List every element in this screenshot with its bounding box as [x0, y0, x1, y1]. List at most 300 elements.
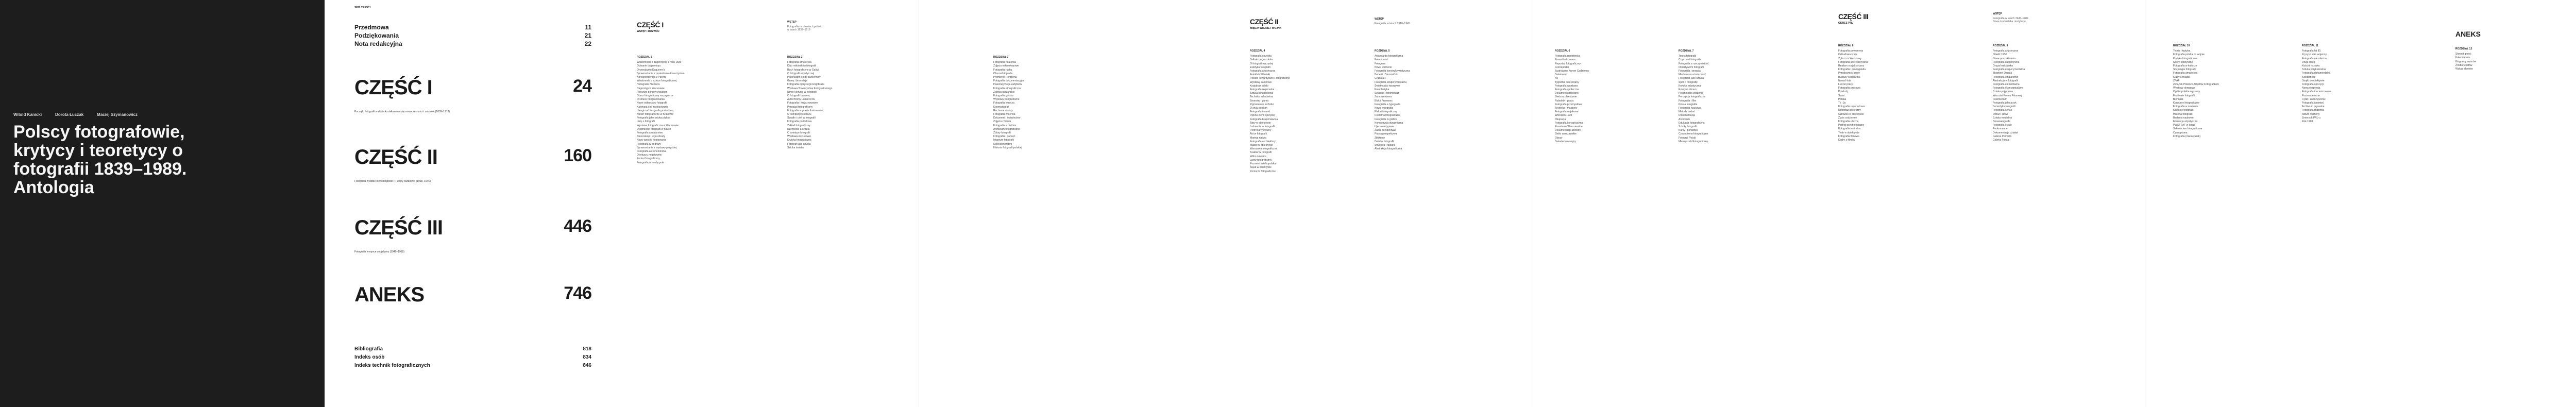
- toc-line-item[interactable]: Związek Polskich Artystów Fotografików: [2173, 83, 2219, 87]
- toc-line-item[interactable]: As: [1555, 77, 1558, 80]
- toc-line-item[interactable]: Wrzesień 1939: [1555, 114, 1572, 117]
- toc-line-item[interactable]: Nowe widzenie: [1375, 65, 1392, 69]
- toc-line-item[interactable]: Technika i maszyny: [1555, 107, 1578, 110]
- toc-line-item[interactable]: Obraz i słowo: [1993, 112, 2009, 116]
- toc-line-item[interactable]: Fotografia ojczysta: [1250, 55, 1272, 58]
- toc-line-item[interactable]: Neoawangarda: [1993, 120, 2010, 124]
- toc-line-item[interactable]: O retuszu negatywów: [637, 154, 662, 157]
- toc-line-item[interactable]: Sprawozdanie z wystawy paryskiej: [637, 146, 676, 149]
- toc-line-item[interactable]: Fotografia regionalna: [1250, 88, 1275, 92]
- toc-line-item[interactable]: Źródła tekstów: [2455, 63, 2472, 67]
- toc-entry-label: Przedmowa: [354, 24, 389, 31]
- toc-line-item[interactable]: Wystawa fotograficzna w Warszawie: [637, 124, 679, 127]
- toc-line-item[interactable]: Spory estetyczne: [2173, 60, 2193, 64]
- toc-line-item[interactable]: Portret psychologiczny: [1838, 124, 1865, 127]
- toc-line-item[interactable]: Percepcja fotograficzna: [1679, 95, 1706, 99]
- toc-line-item[interactable]: Festiwale fotografii: [2173, 94, 2195, 97]
- toc-line-item[interactable]: Piktorializm i jego zwolennicy: [787, 76, 821, 79]
- toc-line-item[interactable]: Reklama fotograficzna: [1375, 114, 1400, 117]
- toc-line-item[interactable]: O wynalazku Daguerre'a: [637, 68, 665, 72]
- part-subtitle: OKRES PRL: [1838, 22, 1854, 25]
- toc-line-item[interactable]: Żarnowerówna: [1375, 95, 1392, 99]
- toc-line-item[interactable]: Zakład fotograficzny: [787, 124, 810, 127]
- toc-line-item[interactable]: Fotografia artystyczna: [1250, 70, 1276, 73]
- toc-line-item[interactable]: Getto warszawskie: [1555, 132, 1577, 136]
- toc-entry-page: 22: [584, 40, 591, 47]
- toc-entry-page: 834: [583, 354, 591, 360]
- toc-part-entry[interactable]: [354, 216, 591, 240]
- toc-line-item[interactable]: Budowy socjalizmu: [1838, 75, 1860, 79]
- toc-line-item[interactable]: Fotogram: [1375, 62, 1386, 65]
- toc-line-item[interactable]: Światło i cień w fotografii: [787, 116, 816, 120]
- toc-line-item[interactable]: Czym jest fotografia: [1679, 58, 1702, 62]
- toc-line-item[interactable]: Klub miłośników fotografii: [787, 64, 817, 68]
- toc-line-item[interactable]: Krajobraz polski: [1250, 84, 1268, 88]
- toc-line-item[interactable]: Fotografia lotnicza: [993, 101, 1014, 105]
- toc-line-item[interactable]: Przekrój: [1838, 90, 1848, 94]
- toc-line-item[interactable]: Zdjęcia mikroskopowe: [993, 64, 1019, 68]
- toc-line-item[interactable]: Fotografia reporterska: [1555, 55, 1581, 58]
- toc-line-item[interactable]: Fotografia filmowa: [1838, 134, 1859, 138]
- toc-line-item[interactable]: Zbigniew Dłubak: [1993, 72, 2012, 75]
- toc-line-item[interactable]: Akt w fotografii: [1250, 132, 1267, 136]
- toc-line-item[interactable]: Odwilż 1956: [1993, 53, 2007, 57]
- toc-line-item[interactable]: Kościół i sztuka: [2302, 64, 2320, 68]
- toc-line-item[interactable]: Kryzys i stan wojenny: [2302, 53, 2327, 57]
- toc-line-item[interactable]: Fotografia wojenna: [993, 113, 1015, 116]
- toc-line-item[interactable]: Archiwum fotograficzne: [993, 127, 1020, 131]
- toc-line-item[interactable]: Zdjęcia tatrzańskie: [993, 90, 1015, 94]
- toc-line-item[interactable]: Sztuka światłocienia: [1250, 92, 1274, 95]
- toc-line-item[interactable]: Reportaż fotograficzny: [1555, 62, 1581, 65]
- toc-line-item[interactable]: Krytyka artystyczna: [1679, 84, 1701, 88]
- toc-line-item[interactable]: Badania naukowe: [2173, 116, 2194, 120]
- toc-line-item[interactable]: Fotografia polska po wojnie: [2173, 53, 2205, 57]
- toc-line-item[interactable]: Warsztat Formy Filmowej: [1993, 94, 2022, 97]
- toc-line-item[interactable]: Fotograf jako artysta: [787, 142, 811, 146]
- toc-line-item[interactable]: Poznań i Wielkopolska: [1250, 162, 1276, 166]
- toc-line-item[interactable]: Fotografia niezależna: [2302, 57, 2327, 60]
- toc-line-item[interactable]: Wystawa we Lwowie: [787, 135, 811, 139]
- toc-line-item[interactable]: Fotografia ruchu: [993, 68, 1012, 72]
- toc-line-item[interactable]: Kolekcjonerstwo: [993, 142, 1012, 146]
- toc-line-item[interactable]: Fotoplastyka: [1375, 88, 1389, 92]
- toc-line-item[interactable]: Autochromy Lumière'ów: [787, 98, 815, 101]
- toc-line-item[interactable]: Prasa ilustrowana: [1555, 58, 1575, 62]
- toc-entry[interactable]: [354, 363, 591, 368]
- toc-line-item[interactable]: Album rodzinny: [2302, 112, 2320, 116]
- toc-line-item[interactable]: Postmodernizm: [2302, 94, 2320, 97]
- toc-line-item[interactable]: Portret fotograficzny: [637, 157, 660, 161]
- toc-line-item[interactable]: Portret artystyczny: [1250, 129, 1272, 132]
- toc-line-item[interactable]: Solidarność: [2302, 75, 2316, 79]
- toc-line-item[interactable]: Światowid: [1555, 73, 1567, 77]
- toc-line-item[interactable]: Odbudowa kraju: [1838, 53, 1857, 57]
- chapter-column: [1555, 49, 1658, 144]
- toc-line-item[interactable]: Krytyka fotograficzna: [787, 139, 811, 142]
- toc-line-item[interactable]: Przegląd fotograficzny: [787, 105, 813, 109]
- toc-line-item[interactable]: Kluby i związki: [2173, 75, 2190, 79]
- toc-line-item[interactable]: Bułhak i jego szkoła: [1250, 58, 1273, 62]
- toc-line-item[interactable]: Fotografia i pamięć: [993, 135, 1015, 139]
- toc-line-item[interactable]: Fotografia (miesięcznik): [2173, 134, 2201, 138]
- toc-line-item[interactable]: Grupa a.r.: [1375, 77, 1386, 80]
- toc-line-item[interactable]: Fotografia społeczna: [1555, 88, 1579, 92]
- toc-line-item[interactable]: Fotografia sportowa: [1555, 84, 1578, 88]
- toc-line-item[interactable]: Kursy i poradniki: [1679, 129, 1698, 132]
- toc-line-item[interactable]: Ty i Ja: [1838, 101, 1846, 105]
- toc-line-item[interactable]: Fotomontaż: [1375, 58, 1388, 62]
- toc-line-item[interactable]: Kraków w fotografii: [1250, 151, 1272, 155]
- toc-part-entry[interactable]: [354, 146, 591, 169]
- toc-line-item[interactable]: Teoria fotografii: [1679, 55, 1697, 58]
- toc-line-item[interactable]: Ruch fotograficzny w Galicji: [787, 68, 819, 72]
- toc-line-item[interactable]: O fotografii barwnej: [787, 94, 810, 98]
- toc-line-item[interactable]: Fotografia lat 80.: [2302, 49, 2321, 53]
- toc-line-item[interactable]: Grupa krakowska: [1993, 64, 2013, 68]
- toc-line-item[interactable]: Fotografia artystyczna: [1993, 49, 2019, 53]
- toc-line-item[interactable]: Kalotypia i jej zastosowanie: [637, 105, 669, 109]
- toc-line-item[interactable]: Fotografia i prawda: [1679, 70, 1701, 73]
- intro-line: Fotografia na ziemiach polskich: [787, 25, 824, 28]
- toc-line-item[interactable]: O estetyce fotografii: [787, 131, 810, 135]
- toc-line-item[interactable]: Sztuka pojęciowa: [1993, 90, 2013, 94]
- toc-line-item[interactable]: Fotografia i propaganda: [1838, 68, 1866, 72]
- toc-part-entry[interactable]: [354, 76, 591, 99]
- toc-line-item[interactable]: Strajki w obiektywie: [2302, 79, 2325, 82]
- toc-line-item[interactable]: Fotografia krajoznawcza: [1250, 117, 1278, 121]
- toc-line-item[interactable]: Fotografia eksperymentalna: [1993, 68, 2025, 72]
- toc-line-item[interactable]: Wystawa Towarzystwa Fotograficznego: [787, 87, 833, 90]
- toc-line-item[interactable]: Dokumentacja: [1679, 114, 1695, 117]
- toc-line-item[interactable]: Fotografia etnograficzna: [993, 87, 1021, 90]
- toc-line-item[interactable]: Kino a fotografia: [1679, 103, 1698, 106]
- toc-line-item[interactable]: Promienie Röntgena: [993, 76, 1017, 79]
- toc-line-item[interactable]: O fotografii artystycznej: [787, 72, 815, 75]
- toc-line-item[interactable]: Fotografia i pamięć: [2302, 101, 2324, 105]
- toc-line-item[interactable]: Dokument i świadectwo: [993, 116, 1021, 120]
- toc-line-item[interactable]: Kompozycja dynamiczna: [1375, 121, 1403, 125]
- toc-line-item[interactable]: Drugi obieg: [2302, 60, 2315, 64]
- toc-line-item[interactable]: Edukacja artystyczna: [2173, 120, 2198, 124]
- toc-line-item[interactable]: Muzeum fotografii: [993, 139, 1014, 142]
- toc-line-item[interactable]: Wystawy salonowe: [1250, 80, 1272, 84]
- toc-line-item[interactable]: Kinematograf: [993, 105, 1009, 109]
- toc-line-item[interactable]: Konkursy fotograficzne: [2173, 101, 2199, 105]
- toc-line-item[interactable]: Tygodnik Ilustrowany: [1555, 80, 1579, 84]
- toc-line-item[interactable]: Abstrakcja fotograficzna: [1375, 147, 1402, 151]
- toc-line-item[interactable]: Miasto w obiektywie: [1250, 144, 1273, 147]
- toc-line-item[interactable]: Fotografia astronomiczna: [637, 150, 666, 154]
- toc-line-item[interactable]: Fotografia rodzinna: [2302, 109, 2325, 112]
- toc-line-item[interactable]: Ludzie pracy: [1838, 83, 1853, 87]
- toc-line-item[interactable]: Rzemiosło a sztuka: [787, 127, 810, 131]
- toc-line-item[interactable]: Fotografia eksperymentalna: [1375, 80, 1406, 84]
- toc-line-item[interactable]: Korespondencja z Paryża: [637, 76, 666, 79]
- spread-appendix: [2436, 0, 2576, 407]
- toc-line-item[interactable]: O fotografii ojczystej: [1250, 62, 1274, 65]
- toc-line-item[interactable]: Kadry z filmów: [1838, 139, 1855, 142]
- spread-part-3: [1838, 0, 2451, 407]
- toc-line-item[interactable]: Archiwum: [1679, 117, 1690, 121]
- toc-line-item[interactable]: Inwentaryzacja zabytków: [993, 83, 1022, 87]
- toc-line-item[interactable]: O potrzebie fotografii w nauce: [637, 127, 671, 131]
- toc-line-item[interactable]: Zmierzch PRL-u: [2302, 116, 2321, 120]
- toc-line-item[interactable]: Fotoklub Wileński: [1250, 73, 1270, 77]
- toc-line-item[interactable]: Semiotyka fotografii: [1993, 105, 2015, 109]
- toc-line-item[interactable]: Fotografia i malarstwo: [1993, 75, 2019, 79]
- toc-line-item[interactable]: Heliografia Niépce'a: [637, 83, 660, 87]
- toc-line-item[interactable]: Tatry w obiektywie: [1250, 121, 1271, 125]
- toc-line-item[interactable]: Fotografia elementarna: [1993, 83, 2020, 87]
- toc-entry[interactable]: [354, 40, 591, 47]
- toc-line-item[interactable]: Obraz fotograficzny na papierze: [637, 94, 673, 98]
- toc-line-item[interactable]: Fotografia konstruktywistyczna: [1375, 70, 1410, 73]
- toc-line-item[interactable]: Zgliszcza Warszawy: [1838, 57, 1862, 60]
- toc-line-item[interactable]: Szczuka i fotomontaż: [1375, 92, 1399, 95]
- toc-line-item[interactable]: Sztuka medialna: [1993, 116, 2012, 120]
- toc-line-item[interactable]: Estetyka obrazu: [1679, 88, 1697, 92]
- toc-line-item[interactable]: Chronofotografia: [993, 72, 1013, 75]
- toc-line-item[interactable]: Rok 1989: [2302, 120, 2313, 124]
- toc-line-item[interactable]: Wykaz skrótów: [2455, 67, 2473, 71]
- toc-entry[interactable]: [354, 354, 591, 360]
- toc-line-item[interactable]: O stylu polskim: [1250, 107, 1267, 110]
- toc-line-item[interactable]: Polskie Towarzystwo Fotograficzne: [1250, 77, 1290, 80]
- toc-line-item[interactable]: Opisanie dagerotypu: [637, 64, 661, 68]
- toc-line-item[interactable]: Śląsk w obiektywie: [1250, 166, 1272, 169]
- toc-line-item[interactable]: Szkoły fotografii: [1679, 125, 1697, 129]
- toc-line-item[interactable]: Dokument społeczny: [1555, 92, 1579, 95]
- toc-line-item[interactable]: Fotografia i znak: [1993, 109, 2012, 112]
- toc-line-item[interactable]: Fotografia w muzeum: [2173, 105, 2198, 109]
- toc-line-item[interactable]: Psychologia widzenia: [1679, 92, 1703, 95]
- toc-line-item[interactable]: Ilustrowany Kuryer Codzienny: [1555, 70, 1589, 73]
- toc-line-item[interactable]: Dagerotyp w Warszawie: [637, 87, 665, 90]
- toc-line-item[interactable]: Sztuka światła: [787, 146, 804, 149]
- toc-line-item[interactable]: Fotografia amatorska: [2173, 72, 2198, 75]
- toc-line-item[interactable]: Fotografia dokumentacyjna: [993, 79, 1025, 83]
- toc-line-item[interactable]: Fotografia subiektywna: [1993, 60, 2020, 64]
- toc-line-item[interactable]: Kalendarium: [2455, 56, 2470, 60]
- toc-line-item[interactable]: Czasopisma fotograficzne: [1679, 132, 1708, 136]
- toc-line-item[interactable]: Fotografia jako sztuka: [1679, 77, 1704, 80]
- toc-line-item[interactable]: Galeria Permafo: [1993, 134, 2012, 138]
- toc-line-item[interactable]: Nowa Huta: [1838, 79, 1851, 82]
- toc-line-item[interactable]: Fotografia socrealistyczna: [1838, 60, 1869, 64]
- toc-line-item[interactable]: Wystawy okręgowe: [2173, 87, 2196, 90]
- toc-line-item[interactable]: Fotografia dokumentalna: [2302, 72, 2331, 75]
- toc-line-item[interactable]: Fotografia teatralna: [1838, 127, 1861, 131]
- toc-line-item[interactable]: Awangarda fotograficzna: [1375, 55, 1403, 58]
- toc-line-item[interactable]: Plakat fotograficzny: [1375, 110, 1397, 114]
- toc-line-item[interactable]: Fotografia prasowa: [1838, 87, 1860, 90]
- toc-line-item[interactable]: Zbiory fotografii: [993, 131, 1011, 135]
- toc-line-item[interactable]: Piękno ziemi ojczystej: [1250, 114, 1275, 117]
- toc-line-item[interactable]: Fotografia w podróży: [637, 142, 661, 146]
- toc-line-item[interactable]: Reportaż społeczny: [1838, 109, 1861, 112]
- toc-line-item[interactable]: Cytat i zapożyczenie: [2302, 97, 2326, 101]
- toc-line-item[interactable]: Performance: [1993, 127, 2008, 131]
- toc-line-item[interactable]: Archiwum prywatne: [2302, 105, 2325, 109]
- toc-line-item[interactable]: Pomorze fotograficzne: [1250, 169, 1276, 173]
- toc-line-item[interactable]: Życie codzienne: [1838, 116, 1857, 120]
- toc-entry[interactable]: [354, 346, 591, 352]
- toc-line-item[interactable]: Fotografia powojenna: [1838, 49, 1863, 53]
- toc-line-item[interactable]: Fotografia inscenizowana: [2302, 90, 2331, 94]
- toc-line-item[interactable]: Fotomedium: [1993, 97, 2007, 101]
- toc-line-item[interactable]: Lwów fotograficzny: [1250, 158, 1272, 162]
- toc-line-item[interactable]: Ptasia perspektywa: [1375, 132, 1397, 136]
- toc-line-item[interactable]: Mechanizm a twórczość: [1679, 73, 1706, 77]
- toc-line-item[interactable]: Fotografia jako język: [1993, 101, 2016, 105]
- toc-line-item[interactable]: Ujęcia nietypowe: [1375, 125, 1394, 129]
- toc-line-item[interactable]: Fotografia w medycynie: [637, 161, 664, 164]
- toc-line-item[interactable]: Fotografia reportażowa: [1838, 105, 1865, 109]
- toc-line-item[interactable]: Martwa natura: [1250, 136, 1266, 140]
- toc-line-item[interactable]: Fotografia ojczystego krajobrazu: [787, 83, 825, 87]
- toc-line-item[interactable]: Fotografia opozycji: [2302, 83, 2324, 87]
- toc-line-item[interactable]: Dokumentacja zbrodni: [1555, 129, 1581, 132]
- toc-line-item[interactable]: Fotografia w kulturze: [2173, 64, 2197, 68]
- toc-line-item[interactable]: Słownik pojęć: [2455, 53, 2471, 56]
- toc-line-item[interactable]: Ludowość w fotografii: [1250, 125, 1275, 129]
- toc-entry[interactable]: [354, 24, 591, 31]
- toc-line-item[interactable]: Fotografia w grafice: [1375, 117, 1397, 121]
- toc-line-item[interactable]: Fotografia architektury: [1250, 140, 1276, 143]
- toc-line-item[interactable]: ZPAF: [2173, 79, 2180, 82]
- toc-line-item[interactable]: Fotografia przemysłowa: [1555, 103, 1583, 106]
- part-title: ANEKS: [2455, 30, 2481, 38]
- toc-line-item[interactable]: Historia fotografii polskiej: [993, 146, 1022, 149]
- toc-line-item[interactable]: Zdjęcia z frontu: [993, 120, 1011, 124]
- toc-line-item[interactable]: Ruchome obrazy: [993, 109, 1013, 112]
- toc-line-item[interactable]: PWSFTviT w Łodzi: [2173, 124, 2195, 127]
- toc-line-item[interactable]: Nowa typografia: [1375, 107, 1394, 110]
- toc-line-item[interactable]: Edukacja fotograficzna: [1679, 121, 1705, 125]
- toc-line-item[interactable]: Bromolej i guma: [1250, 99, 1269, 103]
- toc-line-item[interactable]: Obozy: [1555, 136, 1563, 140]
- toc-line-item[interactable]: Okupacja: [1555, 117, 1566, 121]
- toc-line-item[interactable]: Stereoskop i jego obrazy: [637, 135, 666, 139]
- toc-line-item[interactable]: Fotografia a typografia: [1375, 103, 1401, 106]
- toc-line-item[interactable]: Fotografia wojskowa: [1555, 110, 1579, 114]
- toc-line-item[interactable]: Dokumentacja działań: [1993, 131, 2019, 134]
- toc-line-item[interactable]: O sztuce fotografowania: [637, 98, 665, 101]
- toc-line-item[interactable]: Galeria Foksal: [1993, 139, 2010, 142]
- toc-line-item[interactable]: Szkolnictwo fotograficzne: [2173, 127, 2202, 131]
- toc-line-item[interactable]: Teatr w obiektywie: [1838, 131, 1859, 134]
- toc-line-item[interactable]: Realizm socjalistyczny: [1838, 64, 1865, 68]
- toc-line-item[interactable]: Listy o fotografii: [637, 120, 655, 124]
- toc-line-item[interactable]: Abstrakcja w fotografii: [1993, 79, 2018, 82]
- toc-line-item[interactable]: Fotografia konspiracyjna: [1555, 121, 1583, 125]
- toc-line-item[interactable]: Fotografia i naród: [1250, 110, 1270, 114]
- toc-line-item[interactable]: Metody badań: [1679, 110, 1695, 114]
- toc-line-item[interactable]: Przodownicy pracy: [1838, 72, 1860, 75]
- toc-line-item[interactable]: Detal w fotografii: [1375, 140, 1394, 143]
- toc-line-item[interactable]: Blok i Praesens: [1375, 99, 1393, 103]
- toc-line-item[interactable]: Sprawozdanie z posiedzenia towarzystwa: [637, 72, 685, 75]
- toc-line-item[interactable]: Fotoreporter: [1555, 65, 1569, 69]
- toc-line-item[interactable]: Wiadomości o dagerotypie z roku 1839: [637, 61, 682, 64]
- toc-line-item[interactable]: Kolekcje fotografii: [2173, 109, 2194, 112]
- toc-line-item[interactable]: Świat: [1838, 94, 1845, 97]
- toc-line-item[interactable]: Estetyka fotografii: [1250, 65, 1270, 69]
- toc-line-item[interactable]: Warszawa fotograficzna: [1250, 147, 1278, 151]
- toc-line-item[interactable]: Nowe odkrycia w fotografii: [637, 101, 667, 105]
- toc-line-item[interactable]: Fotografia i film: [1679, 99, 1697, 103]
- toc-line-item[interactable]: Fotograf Polski: [1679, 136, 1696, 140]
- toc-line-item[interactable]: Spór o fotografię: [1679, 80, 1698, 84]
- toc-line-item[interactable]: Nowa ekspresja: [2302, 87, 2320, 90]
- toc-line-item[interactable]: Wyprawy fotograficzne: [993, 98, 1020, 101]
- toc-line-item[interactable]: Nowe kierunki w fotografii: [787, 90, 817, 94]
- toc-line-item[interactable]: Fotografia naukowa: [1679, 107, 1701, 110]
- toc-line-item[interactable]: Fotografia górska: [993, 94, 1013, 98]
- toc-line-item[interactable]: Biennale: [2173, 97, 2183, 101]
- toc-line-item[interactable]: Socjologia fotografii: [2173, 68, 2196, 72]
- toc-line-item[interactable]: Wiadomość o sztuce fotograficznej: [637, 79, 677, 83]
- toc-line-item[interactable]: Fotografia portretowa: [787, 120, 812, 124]
- toc-line-item[interactable]: Technika szlachetna: [1250, 95, 1274, 99]
- toc-entry[interactable]: [354, 32, 591, 39]
- toc-line-item[interactable]: Robotnik i praca: [1555, 99, 1574, 103]
- toc-line-item[interactable]: Struktura i faktura: [1375, 144, 1395, 147]
- toc-line-item[interactable]: Żabia perspektywa: [1375, 129, 1396, 132]
- toc-line-item[interactable]: Historia fotografii: [2173, 112, 2193, 116]
- toc-line-item[interactable]: Miesięcznik Fotograficzny: [1679, 140, 1708, 143]
- toc-line-item[interactable]: Fotografia a rzeczywistość: [1679, 62, 1709, 65]
- toc-line-item[interactable]: Sztuka przykościelna: [2302, 68, 2326, 72]
- toc-line-item[interactable]: Czasopisma: [2173, 131, 2188, 134]
- toc-line-item[interactable]: Pierwsze portrety światłem: [637, 90, 668, 94]
- toc-part-entry[interactable]: [354, 283, 591, 307]
- toc-line-item[interactable]: Fotografia a historia: [993, 124, 1016, 127]
- toc-line-item[interactable]: Zbliżenie: [1375, 136, 1385, 140]
- toc-line-item[interactable]: Fotografia i konceptualizm: [1993, 87, 2023, 90]
- toc-line-item[interactable]: Światło jako tworzywo: [1375, 84, 1400, 88]
- toc-line-item[interactable]: Fotografia jako sztuka piękna: [637, 116, 671, 120]
- toc-line-item[interactable]: Powstanie Warszawskie: [1555, 125, 1583, 129]
- toc-line-item[interactable]: Fotografia i ciało: [1993, 124, 2012, 127]
- toc-line-item[interactable]: Fotografia a malarstwo: [637, 131, 663, 135]
- toc-line-item[interactable]: Obiektywizm fotografii: [1679, 65, 1704, 69]
- toc-line-item[interactable]: Człowiek w obiektywie: [1838, 112, 1864, 116]
- toc-line-item[interactable]: Fotografia naukowa: [993, 61, 1016, 64]
- toc-line-item[interactable]: Ogólnopolskie wystawy: [2173, 90, 2200, 94]
- toc-line-item[interactable]: Fotografia amatorska: [787, 61, 812, 64]
- toc-line-item[interactable]: Nowe poszukiwania: [1993, 57, 2016, 60]
- toc-line-item[interactable]: Atelier fotograficzne w Krakowie: [637, 113, 674, 116]
- toc-line-item[interactable]: Gumy i bromoleje: [787, 79, 808, 83]
- toc-line-item[interactable]: O kompozycji obrazu: [787, 113, 811, 116]
- toc-line-item[interactable]: Bieda w obiektywie: [1555, 95, 1577, 99]
- toc-line-item[interactable]: Uwagi nad fotografią portretową: [637, 109, 673, 112]
- toc-line-item[interactable]: Nowy sposób kopiowania: [637, 139, 666, 142]
- toc-line-item[interactable]: Świadectwo wojny: [1555, 140, 1576, 143]
- toc-line-item[interactable]: Polska: [1838, 97, 1846, 101]
- toc-line-item[interactable]: Teoria i krytyka: [2173, 49, 2191, 53]
- toc-line-item[interactable]: Berlewi i Strzemiński: [1375, 73, 1399, 77]
- toc-line-item[interactable]: Fotografia w prasie ilustrowanej: [787, 109, 824, 112]
- toc-line-item[interactable]: Biogramy autorów: [2455, 60, 2477, 63]
- toc-line-item[interactable]: Wilno i okolice: [1250, 155, 1266, 158]
- toc-line-item[interactable]: Fotografia i krajoznawstwo: [787, 101, 818, 105]
- toc-line-item[interactable]: Krytyka fotograficzna: [2173, 57, 2197, 60]
- toc-line-item[interactable]: Fotografia uliczna: [1838, 120, 1859, 124]
- toc-line-item[interactable]: Pigmentowe techniki: [1250, 103, 1274, 106]
